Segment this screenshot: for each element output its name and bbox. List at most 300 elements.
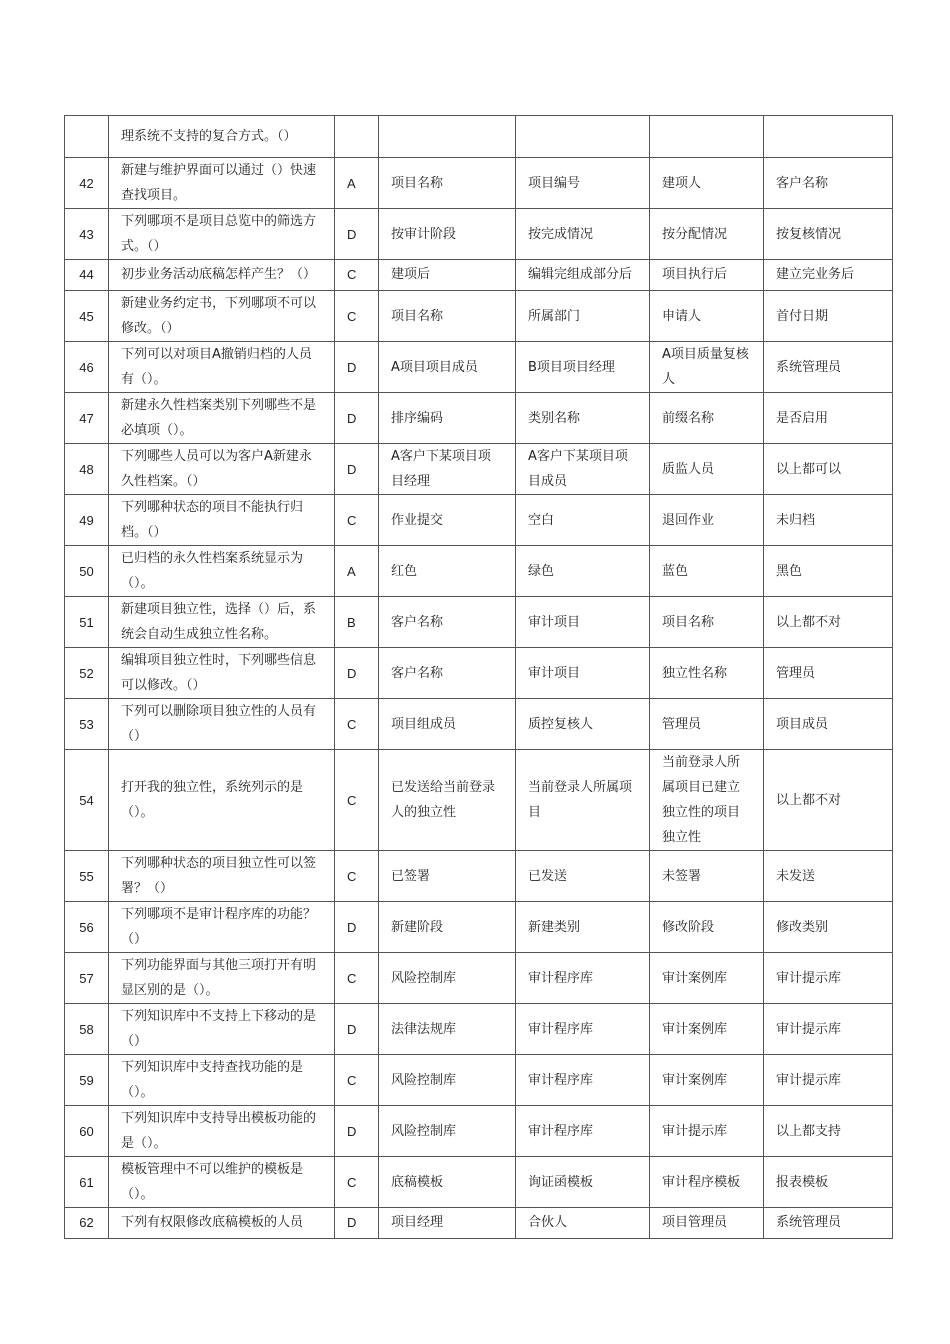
option-a — [379, 291, 516, 342]
question-text-text: 下列哪项不是审计程序库的功能？（） — [121, 907, 317, 947]
option-b-text: 类别名称 — [528, 410, 581, 426]
option-d — [764, 699, 893, 750]
question-table-body — [65, 116, 893, 1239]
option-d-text: 未归档 — [776, 512, 816, 528]
question-text — [109, 648, 335, 699]
option-b — [516, 1208, 650, 1239]
option-b-text: 新建类别 — [528, 919, 581, 935]
option-a-text: 项目经理 — [391, 1215, 444, 1230]
option-a — [379, 444, 516, 495]
option-c-text: 修改阶段 — [662, 919, 715, 935]
answer-letter — [335, 851, 379, 902]
question-text-text: 模板管理中不可以维护的模板是（）。 — [121, 1162, 304, 1202]
option-c — [650, 953, 764, 1004]
question-text-text: 下列有权限修改底稿模板的人员 — [121, 1215, 304, 1230]
question-number-text: 48 — [79, 461, 94, 477]
option-d-text: 报表模板 — [776, 1174, 829, 1190]
option-a-text: A项目项目成员 — [391, 359, 478, 375]
answer-letter-text: D — [347, 359, 357, 375]
answer-letter — [335, 1208, 379, 1239]
answer-letter — [335, 1106, 379, 1157]
option-b-text: 审计程序库 — [528, 1123, 594, 1139]
question-text-text: 理系统不支持的复合方式。（） — [121, 129, 297, 144]
option-b — [516, 393, 650, 444]
option-a — [379, 1004, 516, 1055]
option-d — [764, 393, 893, 444]
answer-letter — [335, 1055, 379, 1106]
option-b — [516, 209, 650, 260]
table-row — [65, 546, 893, 597]
option-c — [650, 393, 764, 444]
answer-letter — [335, 444, 379, 495]
question-number — [65, 209, 109, 260]
option-d — [764, 209, 893, 260]
question-text-text: 下列知识库中支持导出模板功能的是（）。 — [121, 1111, 317, 1151]
option-c — [650, 116, 764, 158]
question-number-text: 62 — [79, 1215, 94, 1230]
option-b — [516, 116, 650, 158]
question-text-text: 下列哪些人员可以为客户A新建永久性档案。（） — [121, 449, 312, 489]
option-a-text: 项目名称 — [391, 308, 444, 324]
question-text — [109, 1106, 335, 1157]
option-d-text: 项目成员 — [776, 716, 829, 732]
answer-letter — [335, 209, 379, 260]
question-text — [109, 1208, 335, 1239]
option-b — [516, 1004, 650, 1055]
option-c-text: 审计程序模板 — [662, 1174, 741, 1190]
option-b — [516, 546, 650, 597]
question-number — [65, 116, 109, 158]
option-b-text: 项目编号 — [528, 175, 581, 191]
question-number-text: 55 — [79, 868, 94, 884]
option-d-text: 黑色 — [776, 563, 803, 579]
question-text — [109, 953, 335, 1004]
question-number — [65, 291, 109, 342]
option-a — [379, 750, 516, 851]
question-text — [109, 260, 335, 291]
table-row — [65, 291, 893, 342]
option-c — [650, 1157, 764, 1208]
question-table — [64, 115, 893, 1239]
question-number-text: 59 — [79, 1072, 94, 1088]
question-number-text: 44 — [79, 267, 94, 282]
question-number-text: 52 — [79, 665, 94, 681]
table-row — [65, 495, 893, 546]
question-number — [65, 1055, 109, 1106]
option-a-text: 已签署 — [391, 868, 431, 884]
question-text-text: 下列功能界面与其他三项打开有明显区别的是（）。 — [121, 958, 317, 998]
option-a-text: 项目名称 — [391, 175, 444, 191]
table-row — [65, 342, 893, 393]
option-a — [379, 597, 516, 648]
option-a-text: 客户名称 — [391, 665, 444, 681]
option-b-text: 审计程序库 — [528, 970, 594, 986]
question-text-text: 下列哪种状态的项目不能执行归档。（） — [121, 500, 304, 540]
option-a-text: 排序编码 — [391, 410, 444, 426]
option-d — [764, 158, 893, 209]
table-row — [65, 699, 893, 750]
table-row — [65, 393, 893, 444]
question-number — [65, 851, 109, 902]
question-text — [109, 1157, 335, 1208]
question-text — [109, 444, 335, 495]
option-b-text: 审计项目 — [528, 665, 581, 681]
option-d-text: 以上都不对 — [776, 614, 842, 630]
option-d-text: 以上都不对 — [776, 792, 842, 808]
option-c-text: 蓝色 — [662, 563, 689, 579]
question-number — [65, 902, 109, 953]
question-number-text: 47 — [79, 410, 94, 426]
question-number-text: 49 — [79, 512, 94, 528]
table-row — [65, 851, 893, 902]
answer-letter-text: C — [347, 267, 357, 282]
option-a — [379, 1208, 516, 1239]
option-a-text: A客户下某项目项目经理 — [391, 449, 491, 489]
option-c — [650, 260, 764, 291]
option-c-text: 项目管理员 — [662, 1215, 728, 1230]
option-b — [516, 1106, 650, 1157]
option-c-text: 前缀名称 — [662, 410, 715, 426]
option-c — [650, 699, 764, 750]
question-number — [65, 495, 109, 546]
option-a-text: 客户名称 — [391, 614, 444, 630]
option-c — [650, 546, 764, 597]
option-c-text: 审计提示库 — [662, 1123, 728, 1139]
option-d-text: 审计提示库 — [776, 970, 842, 986]
option-a-text: 底稿模板 — [391, 1174, 444, 1190]
table-row — [65, 158, 893, 209]
option-d-text: 审计提示库 — [776, 1072, 842, 1088]
question-number — [65, 1106, 109, 1157]
option-d-text: 首付日期 — [776, 308, 829, 324]
option-c-text: 质监人员 — [662, 461, 715, 477]
question-number — [65, 1004, 109, 1055]
answer-letter — [335, 546, 379, 597]
option-a — [379, 393, 516, 444]
option-c-text: 独立性名称 — [662, 665, 728, 681]
table-row — [65, 1208, 893, 1239]
table-row — [65, 1106, 893, 1157]
table-row — [65, 260, 893, 291]
option-d — [764, 953, 893, 1004]
question-number-text: 51 — [79, 614, 94, 630]
option-c-text: 当前登录人所属项目已建立独立性的项目独立性 — [662, 755, 741, 845]
question-text — [109, 291, 335, 342]
option-a-text: 作业提交 — [391, 512, 444, 528]
table-row — [65, 1055, 893, 1106]
option-b — [516, 342, 650, 393]
answer-letter — [335, 342, 379, 393]
table-row — [65, 444, 893, 495]
question-text-text: 下列哪项不是项目总览中的筛选方式。（） — [121, 214, 317, 254]
answer-letter — [335, 260, 379, 291]
answer-letter — [335, 116, 379, 158]
answer-letter-text: D — [347, 919, 357, 935]
option-b — [516, 953, 650, 1004]
option-c-text: 按分配情况 — [662, 226, 728, 242]
option-b — [516, 648, 650, 699]
option-d-text: 系统管理员 — [776, 1215, 842, 1230]
option-b — [516, 260, 650, 291]
question-number-text: 57 — [79, 970, 94, 986]
answer-letter-text: C — [347, 1174, 357, 1190]
answer-letter-text: C — [347, 970, 357, 986]
option-d — [764, 444, 893, 495]
option-a-text: 已发送给当前登录人的独立性 — [391, 780, 496, 820]
option-b — [516, 1157, 650, 1208]
answer-letter — [335, 393, 379, 444]
option-a-text: 按审计阶段 — [391, 226, 457, 242]
option-d — [764, 1157, 893, 1208]
question-text — [109, 495, 335, 546]
option-c-text: 项目名称 — [662, 614, 715, 630]
question-number — [65, 953, 109, 1004]
question-number-text: 61 — [79, 1174, 94, 1190]
question-number-text: 46 — [79, 359, 94, 375]
option-d — [764, 597, 893, 648]
table-row — [65, 1157, 893, 1208]
answer-letter — [335, 648, 379, 699]
question-number-text: 45 — [79, 308, 94, 324]
option-b-text: 按完成情况 — [528, 226, 594, 242]
option-a — [379, 648, 516, 699]
answer-letter — [335, 902, 379, 953]
option-c-text: 申请人 — [662, 308, 702, 324]
question-number — [65, 260, 109, 291]
question-text-text: 下列可以删除项目独立性的人员有（） — [121, 704, 317, 744]
answer-letter — [335, 750, 379, 851]
option-c — [650, 291, 764, 342]
answer-letter-text: D — [347, 410, 357, 426]
option-d-text: 审计提示库 — [776, 1021, 842, 1037]
question-number-text: 50 — [79, 563, 94, 579]
question-text-text: 新建业务约定书，下列哪项不可以修改。（） — [121, 296, 317, 336]
answer-letter-text: C — [347, 868, 357, 884]
answer-letter-text: D — [347, 665, 357, 681]
option-b-text: 审计程序库 — [528, 1072, 594, 1088]
option-b-text: 编辑完组成部分后 — [528, 267, 633, 282]
answer-letter-text: C — [347, 308, 357, 324]
option-c — [650, 597, 764, 648]
option-d — [764, 1055, 893, 1106]
table-row — [65, 750, 893, 851]
question-text — [109, 902, 335, 953]
option-c — [650, 342, 764, 393]
question-number — [65, 699, 109, 750]
question-text-text: 已归档的永久性档案系统显示为（）。 — [121, 551, 304, 591]
option-b — [516, 597, 650, 648]
option-a-text: 风险控制库 — [391, 970, 457, 986]
answer-letter-text: D — [347, 226, 357, 242]
option-b — [516, 750, 650, 851]
option-c — [650, 1106, 764, 1157]
question-text-text: 初步业务活动底稿怎样产生？（） — [121, 267, 317, 282]
question-number — [65, 393, 109, 444]
option-b — [516, 851, 650, 902]
option-c — [650, 851, 764, 902]
option-d-text: 修改类别 — [776, 919, 829, 935]
option-b — [516, 902, 650, 953]
answer-letter-text: D — [347, 461, 357, 477]
answer-letter-text: D — [347, 1215, 357, 1230]
option-c-text: 审计案例库 — [662, 1021, 728, 1037]
option-d — [764, 546, 893, 597]
option-c — [650, 648, 764, 699]
option-d — [764, 648, 893, 699]
option-d — [764, 1208, 893, 1239]
option-c — [650, 158, 764, 209]
option-c — [650, 495, 764, 546]
question-text — [109, 851, 335, 902]
option-a — [379, 1055, 516, 1106]
option-a — [379, 1106, 516, 1157]
option-d — [764, 750, 893, 851]
option-b-text: 审计项目 — [528, 614, 581, 630]
answer-letter-text: C — [347, 792, 357, 808]
option-d-text: 未发送 — [776, 868, 816, 884]
option-c — [650, 750, 764, 851]
option-d-text: 是否启用 — [776, 410, 829, 426]
option-d-text: 以上都支持 — [776, 1123, 842, 1139]
question-text — [109, 1004, 335, 1055]
option-a — [379, 342, 516, 393]
option-c — [650, 444, 764, 495]
option-c-text: 未签署 — [662, 868, 702, 884]
table-row — [65, 116, 893, 158]
question-number-text: 56 — [79, 919, 94, 935]
option-b-text: 空白 — [528, 512, 555, 528]
option-b — [516, 158, 650, 209]
answer-letter-text: D — [347, 1021, 357, 1037]
question-text — [109, 209, 335, 260]
option-b — [516, 495, 650, 546]
option-c-text: 审计案例库 — [662, 970, 728, 986]
option-d-text: 按复核情况 — [776, 226, 842, 242]
option-b-text: 绿色 — [528, 563, 555, 579]
question-number — [65, 1157, 109, 1208]
option-c-text: 退回作业 — [662, 512, 715, 528]
answer-letter-text: C — [347, 1072, 357, 1088]
option-b — [516, 444, 650, 495]
option-a — [379, 546, 516, 597]
option-b-text: 所属部门 — [528, 308, 581, 324]
option-b-text: 质控复核人 — [528, 716, 594, 732]
question-text — [109, 1055, 335, 1106]
question-number-text: 43 — [79, 226, 94, 242]
answer-letter-text: C — [347, 512, 357, 528]
option-d — [764, 851, 893, 902]
question-number — [65, 597, 109, 648]
option-b-text: A客户下某项目项目成员 — [528, 449, 628, 489]
question-number — [65, 1208, 109, 1239]
question-text — [109, 116, 335, 158]
table-row — [65, 1004, 893, 1055]
option-a-text: 项目组成员 — [391, 716, 457, 732]
table-row — [65, 648, 893, 699]
question-number-text: 54 — [79, 792, 94, 808]
answer-letter — [335, 953, 379, 1004]
question-text-text: 下列可以对项目A撤销归档的人员有（）。 — [121, 347, 312, 387]
question-text — [109, 750, 335, 851]
question-number — [65, 158, 109, 209]
option-c — [650, 902, 764, 953]
question-number — [65, 444, 109, 495]
table-row — [65, 902, 893, 953]
question-number — [65, 750, 109, 851]
table-row — [65, 953, 893, 1004]
question-text — [109, 699, 335, 750]
option-b — [516, 1055, 650, 1106]
question-text — [109, 393, 335, 444]
answer-letter — [335, 158, 379, 209]
question-number-text: 53 — [79, 716, 94, 732]
option-d — [764, 495, 893, 546]
option-b-text: 询证函模板 — [528, 1174, 594, 1190]
question-number — [65, 648, 109, 699]
option-b-text: B项目项目经理 — [528, 359, 615, 375]
option-a-text: 新建阶段 — [391, 919, 444, 935]
option-a — [379, 260, 516, 291]
answer-letter — [335, 699, 379, 750]
question-number — [65, 342, 109, 393]
question-text — [109, 546, 335, 597]
answer-letter-text: D — [347, 1123, 357, 1139]
table-row — [65, 209, 893, 260]
option-d — [764, 116, 893, 158]
option-d-text: 建立完业务后 — [776, 267, 855, 282]
question-number-text: 42 — [79, 175, 94, 191]
option-a-text: 法律法规库 — [391, 1021, 457, 1037]
option-a — [379, 209, 516, 260]
option-d — [764, 260, 893, 291]
answer-letter-text: C — [347, 716, 357, 732]
option-d — [764, 1004, 893, 1055]
option-d-text: 系统管理员 — [776, 359, 842, 375]
table-row — [65, 597, 893, 648]
option-a — [379, 851, 516, 902]
option-c-text: 审计案例库 — [662, 1072, 728, 1088]
option-c-text: 项目执行后 — [662, 267, 728, 282]
option-a-text: 红色 — [391, 563, 418, 579]
answer-letter-text: B — [347, 614, 356, 630]
option-c — [650, 1208, 764, 1239]
question-text-text: 下列知识库中支持查找功能的是（）。 — [121, 1060, 304, 1100]
option-b-text: 已发送 — [528, 868, 568, 884]
option-d-text: 管理员 — [776, 665, 816, 681]
answer-letter-text: A — [347, 175, 356, 191]
option-c-text: 建项人 — [662, 175, 702, 191]
option-c-text: A项目质量复核人 — [662, 347, 749, 387]
option-d — [764, 291, 893, 342]
answer-letter — [335, 1004, 379, 1055]
answer-letter — [335, 495, 379, 546]
question-number — [65, 546, 109, 597]
option-d — [764, 342, 893, 393]
option-b — [516, 699, 650, 750]
question-text-text: 下列知识库中不支持上下移动的是（） — [121, 1009, 317, 1049]
option-b-text: 当前登录人所属项目 — [528, 780, 633, 820]
option-b-text: 审计程序库 — [528, 1021, 594, 1037]
question-text — [109, 342, 335, 393]
answer-letter — [335, 291, 379, 342]
option-c — [650, 1004, 764, 1055]
answer-letter — [335, 1157, 379, 1208]
option-b — [516, 291, 650, 342]
option-a-text: 风险控制库 — [391, 1123, 457, 1139]
option-a-text: 建项后 — [391, 267, 431, 282]
question-text-text: 编辑项目独立性时，下列哪些信息可以修改。（） — [121, 653, 317, 693]
question-text-text: 新建永久性档案类别下列哪些不是必填项（）。 — [121, 398, 317, 438]
